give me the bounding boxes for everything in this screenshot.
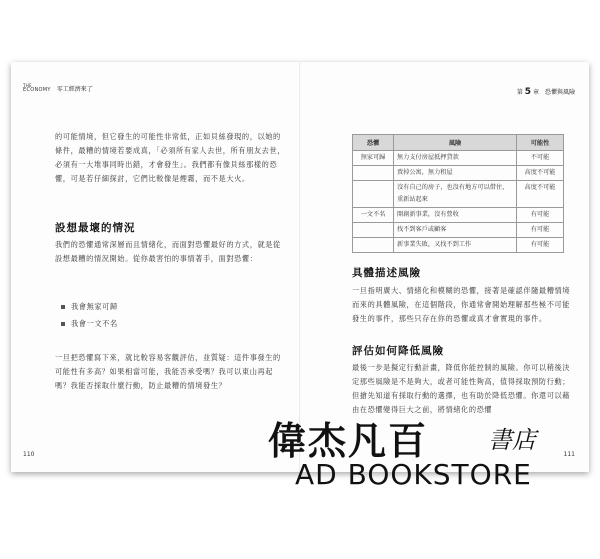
- left-paragraph-3: 一旦把恐懼寫下來，就比較容易客觀評估，並質疑：這件事發生的可能性有多高？如果相當可能，我能否承受嗎？我可以東山再起嗎？我能否採取什麼行動，防止最糟的情境發生？: [55, 353, 281, 390]
- column-header-risk: 風險: [394, 135, 517, 151]
- running-header-left: [23, 84, 93, 93]
- risk-cell: 無力支付房屋抵押貸款: [394, 151, 517, 166]
- right-paragraph-2: 最後一步是擬定行動計畫，降低你能控制的風險。你可以稍後決定那些風險是不是夠大，或者可能性夠高，值得採取預防行動；但搶先知道有採取行動的選擇，也有助於降低恐懼。你還可以藉由在恐懼變得巨大之前，將情緒化的恐懼: [352, 363, 571, 414]
- page-number-right: 111: [563, 451, 575, 458]
- bullet-item: [61, 315, 293, 332]
- risk-cell: 賣掉公寓，無力租屋: [394, 166, 517, 181]
- logo-line-2: ECONOMY: [23, 87, 51, 93]
- chapter-prefix: 第: [516, 89, 523, 96]
- table-row: [353, 238, 564, 253]
- right-heading-2: 評估如何降低風險: [352, 345, 444, 357]
- column-header-fear: 恐懼: [353, 135, 394, 151]
- likelihood-cell: 有可能: [517, 223, 564, 238]
- chapter-number: 5: [524, 87, 532, 97]
- chapter-label: [517, 87, 539, 97]
- table-row: [353, 181, 564, 208]
- chapter-title: 恐懼與風險: [544, 89, 575, 96]
- watermark-english-text: AD BOOKSTORE: [295, 458, 532, 491]
- fear-cell: [353, 166, 394, 181]
- bullet-icon: [61, 305, 65, 309]
- watermark-chinese-logo: 偉杰凡百: [268, 419, 429, 463]
- column-header-likelihood: 可能性: [517, 135, 564, 151]
- risk-cell: 新事業失敗，又找不到工作: [394, 238, 517, 253]
- left-page: [11, 62, 300, 472]
- fear-cell: [353, 238, 394, 253]
- bullet-icon: [61, 322, 65, 326]
- book-title: 零工經濟來了: [56, 86, 93, 93]
- table-row: [353, 151, 564, 166]
- bullet-item: [61, 298, 293, 315]
- right-heading-1: 具體描述風險: [352, 267, 421, 279]
- likelihood-cell: 不可能: [517, 151, 564, 166]
- risk-cell: 沒有自己的房子，也沒有地方可以借住，重新站起來: [394, 181, 517, 208]
- fear-cell: 一文不名: [353, 208, 394, 223]
- chapter-suffix: 章: [532, 89, 539, 96]
- series-logo: [23, 84, 51, 93]
- risk-cell: 開創新事業，沒有營收: [394, 208, 517, 223]
- page-number-left: 110: [23, 451, 35, 458]
- likelihood-cell: 有可能: [517, 208, 564, 223]
- fear-cell: [353, 181, 394, 208]
- risk-table: [352, 134, 564, 253]
- right-paragraph-1: 一旦指明廣大、情緒化和模糊的恐懼，接著是確認伴隨最糟情境而來的具體風險，在這個階段，你通常會開始理解那些極不可能發生的事件，那些只存在你的恐懼或真才會實現的事件。: [352, 286, 571, 323]
- risk-cell: 找不到客戶或顧客: [394, 223, 517, 238]
- left-section-heading: 設想最壞的情況: [55, 222, 136, 234]
- fear-cell: 無家可歸: [353, 151, 394, 166]
- left-paragraph-2: 我們的恐懼通常深層而且情緒化，而面對恐懼最好的方式，就是從設想最糟的情況開始。從你最害怕的事情著手，面對恐懼：: [55, 240, 281, 263]
- logo-line-1: THE: [23, 83, 32, 88]
- table-row: [353, 166, 564, 181]
- table-header-row: [353, 135, 564, 151]
- bullet-text: 我會一文不名: [71, 319, 118, 328]
- fear-cell: [353, 223, 394, 238]
- fear-bullet-list: [61, 298, 293, 332]
- watermark-cursive-text: 書店: [488, 426, 536, 454]
- likelihood-cell: 高度不可能: [517, 166, 564, 181]
- left-paragraph-1: 的可能情境，但它發生的可能性非常低，正如貝絲發現的，以她的條件，最糟的情境若要成真，「必須所有家人去世，所有朋友去世，必須有一大堆事同時出錯，才會發生」。我們都有像貝絲那樣的恐懼，可是若仔細探討，它們比較像是煙霧，而不是大火。: [55, 132, 286, 183]
- table-row: [353, 223, 564, 238]
- likelihood-cell: 高度不可能: [517, 181, 564, 208]
- table-row: [353, 208, 564, 223]
- bookstore-watermark: [268, 410, 598, 500]
- bullet-text: 我會無家可歸: [71, 302, 118, 311]
- running-header-right: [517, 87, 575, 97]
- likelihood-cell: 有可能: [517, 238, 564, 253]
